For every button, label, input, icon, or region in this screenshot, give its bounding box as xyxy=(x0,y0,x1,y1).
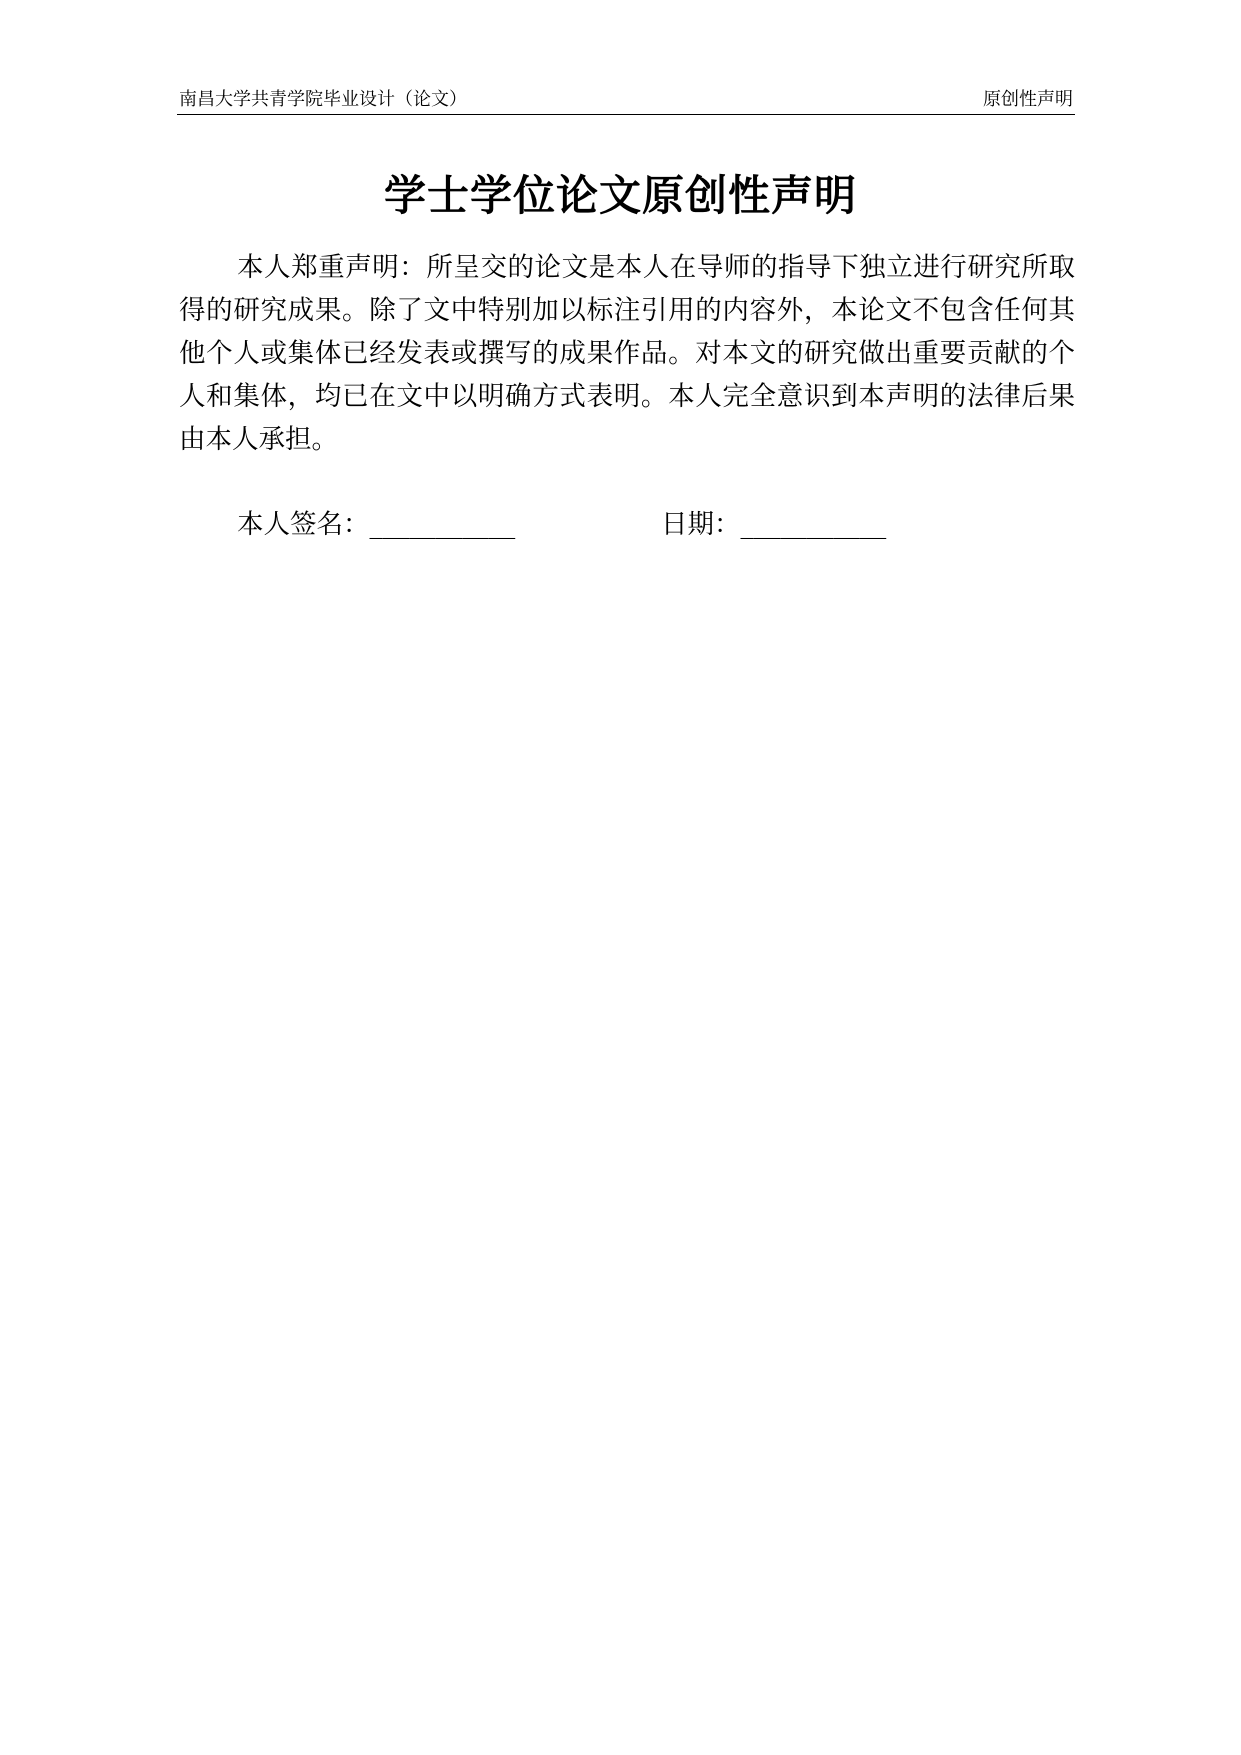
running-header xyxy=(177,86,1075,115)
header-section-title: 原创性声明 xyxy=(983,89,1073,110)
signature-label: 本人签名： xyxy=(237,509,370,540)
originality-statement: 本人郑重声明：所呈交的论文是本人在导师的指导下独立进行研究所取得的研究成果。除了文中特别加以标注引用的内容外，本论文不包含任何其他个人或集体已经发表或撰写的成果作品。对本文的研究做出重要贡献的个人和集体，均已在文中以明确方式表明。本人完全意识到本声明的法律后果由本人承担。 xyxy=(179,252,1075,455)
date-label: 日期： xyxy=(661,509,741,540)
signature-blank: ___________ xyxy=(369,509,516,540)
date-group xyxy=(661,503,886,547)
page-title: 学士学位论文原创性声明 xyxy=(383,171,857,220)
signature-group xyxy=(237,503,515,547)
date-blank: ___________ xyxy=(740,509,887,540)
header-school-title: 南昌大学共青学院毕业设计（论文） xyxy=(179,89,467,110)
